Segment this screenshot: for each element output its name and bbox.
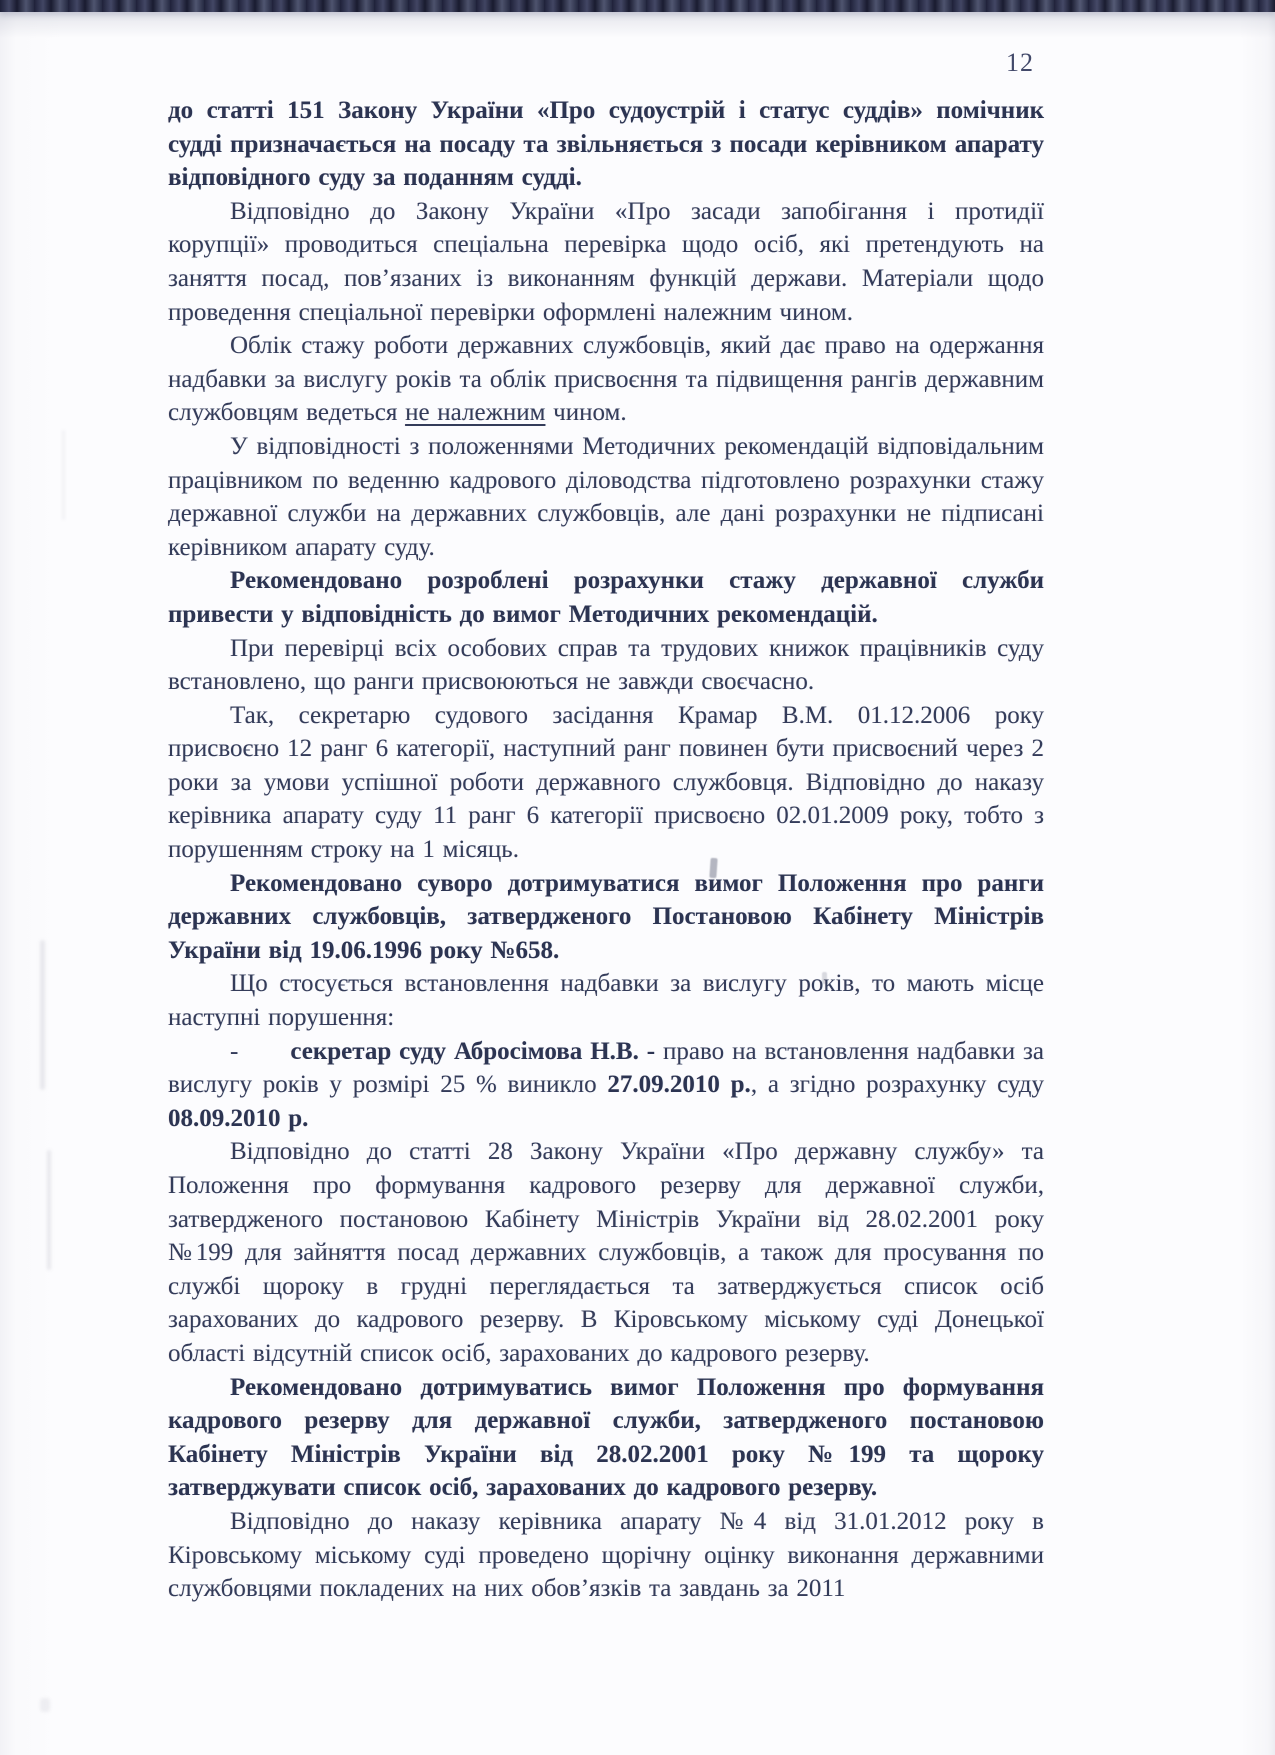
text-run: Що стосується встановлення надбавки за вислугу років, то мають місце наступні порушення:: [168, 970, 1044, 1032]
scan-artifact-top-strip: [0, 0, 1275, 12]
paragraph-recommendation-3: [168, 1371, 1044, 1505]
scan-artifact-smudge: [40, 1698, 50, 1712]
text-run: У відповідності з положеннями Методичних рекомендацій відповідальним працівником по веденню кадрового діловодства підготовлено розрахунки стажу державної служби на державних службовців, але дані розрахунки не підписані керівником апарату суду.: [168, 432, 1044, 561]
paragraph-personnel-reserve: [168, 1135, 1044, 1370]
text-run: чином.: [545, 399, 627, 427]
paragraph-continuation-judge-assistant: [168, 94, 1044, 195]
text-run: до статті 151 Закону України «Про судоустрій і статус суддів» помічник судді призначається на посаду та звільняється з посади керівником апарату відповідного суду за поданням судді.: [168, 97, 1044, 192]
paragraph-recommendation-2: [168, 867, 1044, 968]
paragraph-methodical-recommendations: [168, 430, 1044, 564]
paragraph-rank-records: [168, 329, 1044, 430]
text-run: При перевірці всіх особових справ та трудових книжок працівників суду встановлено, що ранги присвоюються не завжди своєчасно.: [168, 634, 1044, 696]
scan-artifact-left-streak: [62, 430, 65, 520]
bold-text-run: 08.09.2010 р.: [168, 1104, 309, 1132]
text-run: Облік стажу роботи державних службовців, який дає право на одержання надбавки за вислугу років та облік присвоєння та підвищення рангів державним службовцям ведеться: [168, 332, 1044, 427]
paragraph-seniority-allowance: [168, 967, 1044, 1034]
text-run: Відповідно до статті 28 Закону України «Про державну службу» та Положення про формування кадрового резерву для державної служби, затвердженого постановою Кабінету Міністрів України від 28.02.2001 року №199 для зайняття посад державних службовців, а також для просування по службі щороку в грудні переглядається та затверджується список осіб зарахованих до кадрового резерву. В Кіровському міському суді Донецької області відсутній список осіб, зарахованих до кадрового резерву.: [168, 1138, 1044, 1367]
scan-artifact-left-streak: [40, 940, 45, 1090]
paragraph-personal-files-check: [168, 632, 1044, 699]
paragraph-kramar-rank: [168, 699, 1044, 867]
scan-artifact-left-streak: [47, 1150, 51, 1270]
text-run: Рекомендовано суворо дотримуватися вимог Положення про ранги державних службовців, затвердженого Постановою Кабінету Міністрів України від 19.06.1996 року №658.: [168, 869, 1044, 964]
list-dash: -: [230, 1037, 239, 1065]
underlined-text-run: не належним: [405, 399, 546, 427]
paragraph-annual-evaluation: [168, 1505, 1044, 1606]
text-run: Відповідно до Закону України «Про засади запобігання і протидії корупції» проводиться спеціальна перевірка щодо осіб, які претендують на заняття посад, пов’язаних із виконанням функцій держави. Матеріали щодо проведення спеціальної перевірки оформлені належним чином.: [168, 197, 1044, 326]
text-run: Рекомендовано розроблені розрахунки стажу державної служби привести у відповідність до вимог Методичних рекомендацій.: [168, 567, 1044, 628]
bold-text-run: секретар суду Абросімова Н.В. -: [290, 1037, 656, 1065]
text-run: Рекомендовано дотримуватись вимог Положення про формування кадрового резерву для державної служби, затвердженого постановою Кабінету Міністрів України від 28.02.2001 року №199 та щороку затверджувати список осіб, зарахованих до кадрового резерву.: [168, 1373, 1044, 1502]
text-run: право на встановлення надбавки за вислугу років у розмірі 25 % виникло: [168, 1037, 1044, 1099]
page-number: 12: [1006, 48, 1034, 77]
bold-text-run: 27.09.2010 р.: [607, 1071, 751, 1099]
text-run: Відповідно до наказу керівника апарату №4 від 31.01.2012 року в Кіровському міському суді проведено щорічну оцінку виконання державними службовцями покладених на них обов’язків та завдань за 2011: [168, 1507, 1044, 1603]
paragraph-recommendation-1: [168, 564, 1044, 631]
text-run: Так, секретарю судового засідання Крамар В.М. 01.12.2006 року присвоєно 12 ранг 6 категорії, наступний ранг повинен бути присвоєний через 2 роки за умови успішної роботи державного службовця. Відповідно до наказу керівника апарату суду 11 ранг 6 категорії присвоєно 02.01.2009 року, тобто з порушенням строку на 1 місяць.: [168, 701, 1044, 864]
scan-artifact-top-haze: [0, 12, 1275, 38]
paragraph-violation-item-abrosimova: [168, 1035, 1044, 1136]
text-run: , а згідно розрахунку суду: [750, 1071, 1044, 1099]
document-body: [168, 94, 1044, 1606]
paragraph-special-check: [168, 195, 1044, 329]
